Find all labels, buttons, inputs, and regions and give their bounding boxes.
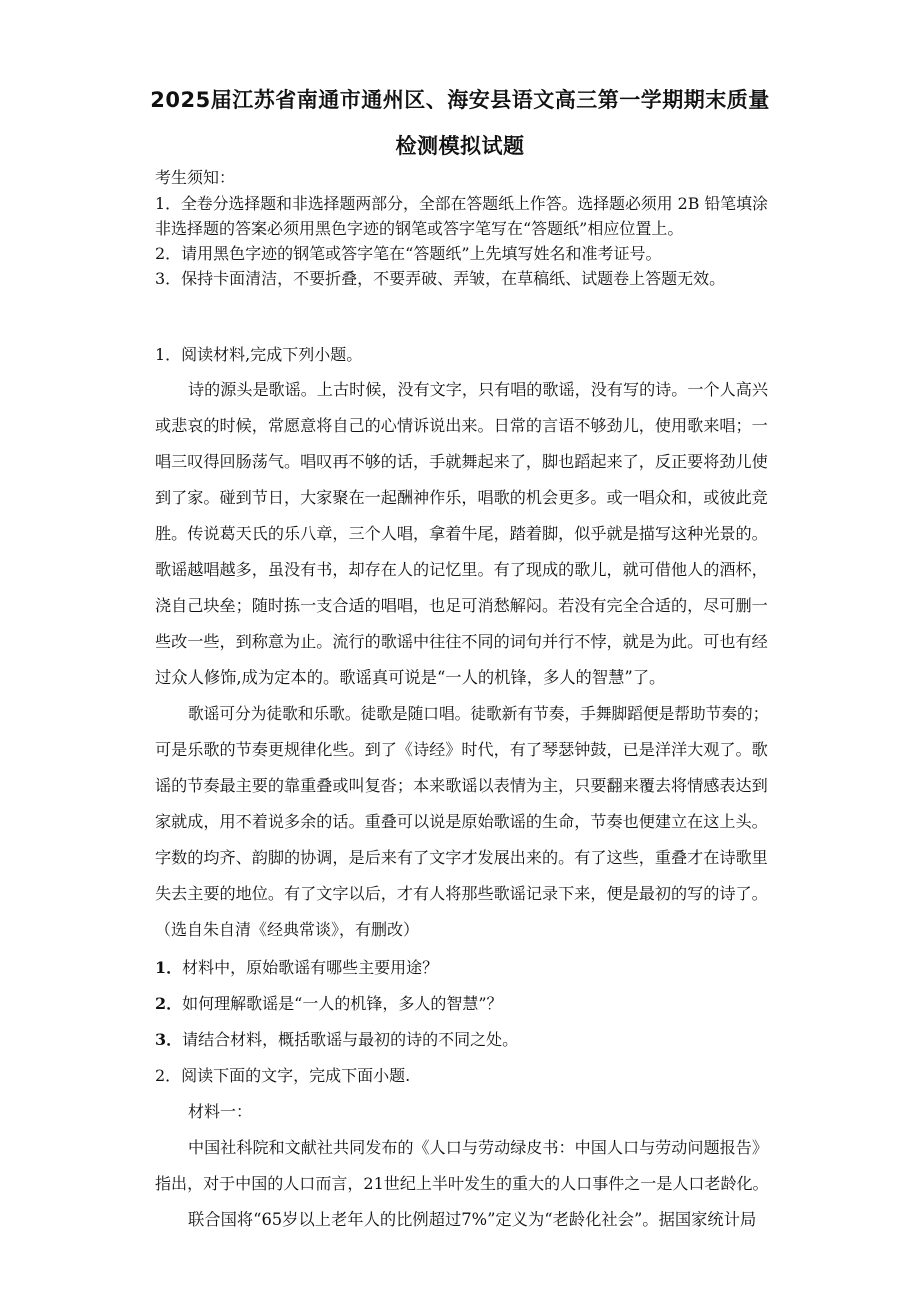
sub-question-text: 材料中，原始歌谣有哪些主要用途？ xyxy=(182,958,439,977)
sub-question xyxy=(155,994,503,1014)
sub-question-text: 如何理解歌谣是“一人的机锋，多人的智慧”？ xyxy=(182,994,503,1013)
sub-question-number: 2． xyxy=(155,994,183,1013)
sub-question-number: 1． xyxy=(155,958,183,977)
passage-line: 中国社科院和文献社共同发布的《人口与劳动绿皮书：中国人口与劳动问题报告》 xyxy=(188,1138,768,1157)
passage-line: 到了家。碰到节日，大家聚在一起酬神作乐，唱歌的机会更多。或一唱众和，或彼此竞 xyxy=(155,488,768,507)
sub-question-text: 请结合材料，概括歌谣与最初的诗的不同之处。 xyxy=(182,1030,519,1049)
passage-source: （选自朱自清《经典常谈》，有删改） xyxy=(155,920,420,939)
notice-heading: 考生须知： xyxy=(155,168,236,187)
passage-line: 可是乐歌的节奏更规律化些。到了《诗经》时代，有了琴瑟钟鼓，已是洋洋大观了。歌 xyxy=(155,740,768,759)
passage-line: 家就成，用不着说多余的话。重叠可以说是原始歌谣的生命，节奏也便建立在这上头。 xyxy=(155,812,768,831)
passage-line: 诗的源头是歌谣。上古时候，没有文字，只有唱的歌谣，没有写的诗。一个人高兴 xyxy=(188,380,768,399)
notice-line: 1．全卷分选择题和非选择题两部分，全部在答题纸上作答。选择题必须用 2B 铅笔填涂 xyxy=(155,194,768,213)
sub-question xyxy=(155,958,438,978)
material-label: 材料一： xyxy=(188,1102,253,1121)
passage-line: 或悲哀的时候，常愿意将自己的心情诉说出来。日常的言语不够劲儿，使用歌来唱；一 xyxy=(155,416,768,435)
passage-line: 歌谣可分为徒歌和乐歌。徒歌是随口唱。徒歌新有节奏，手舞脚蹈便是帮助节奏的； xyxy=(188,704,769,723)
passage-line: 胜。传说葛天氏的乐八章，三个人唱，拿着牛尾，踏着脚，似乎就是描写这种光景的。 xyxy=(155,524,768,543)
question-1-heading: 1．阅读材料,完成下列小题。 xyxy=(155,345,363,364)
notice-line: 3．保持卡面清洁，不要折叠，不要弄破、弄皱，在草稿纸、试题卷上答题无效。 xyxy=(155,269,726,288)
passage-line: 失去主要的地位。有了文字以后，才有人将那些歌谣记录下来，便是最初的写的诗了。 xyxy=(155,884,768,903)
sub-question-number: 3． xyxy=(155,1030,183,1049)
passage-line: 指出，对于中国的人口而言，21世纪上半叶发生的重大的人口事件之一是人口老龄化。 xyxy=(155,1174,769,1193)
notice-line: 非选择题的答案必须用黑色字迹的钢笔或答字笔写在“答题纸”相应位置上。 xyxy=(155,219,684,238)
exam-title-line-1: 2025届江苏省南通市通州区、海安县语文高三第一学期期末质量 xyxy=(150,88,770,112)
passage-line: 过众人修饰,成为定本的。歌谣真可说是“一人的机锋，多人的智慧”了。 xyxy=(155,668,666,687)
passage-line: 字数的均齐、韵脚的协调，是后来有了文字才发展出来的。有了这些，重叠才在诗歌里 xyxy=(155,848,768,867)
passage-line: 唱三叹得回肠荡气。唱叹再不够的话，手就舞起来了，脚也蹈起来了，反正要将劲儿使 xyxy=(155,452,768,471)
passage-line: 歌谣越唱越多，虽没有书，却存在人的记忆里。有了现成的歌儿，就可借他人的酒杯， xyxy=(155,560,768,579)
passage-line: 联合国将“65岁以上老年人的比例超过7%”定义为“老龄化社会”。据国家统计局 xyxy=(188,1210,757,1229)
notice-line: 2．请用黑色字迹的钢笔或答字笔在“答题纸”上先填写姓名和准考证号。 xyxy=(155,244,662,263)
passage-line: 谣的节奏最主要的靠重叠或叫复沓；本来歌谣以表情为主，只要翻来覆去将情感表达到 xyxy=(155,776,768,795)
sub-question xyxy=(155,1030,518,1050)
passage-line: 些改一些，到称意为止。流行的歌谣中往往不同的词句并行不悖，就是为此。可也有经 xyxy=(155,632,768,651)
passage-line: 浇自己块垒；随时拣一支合适的唱唱，也足可消愁解闷。若没有完全合适的，尽可删一 xyxy=(155,596,768,615)
question-2-heading: 2．阅读下面的文字，完成下面小题. xyxy=(155,1066,411,1085)
exam-title-line-2: 检测模拟试题 xyxy=(395,134,525,158)
